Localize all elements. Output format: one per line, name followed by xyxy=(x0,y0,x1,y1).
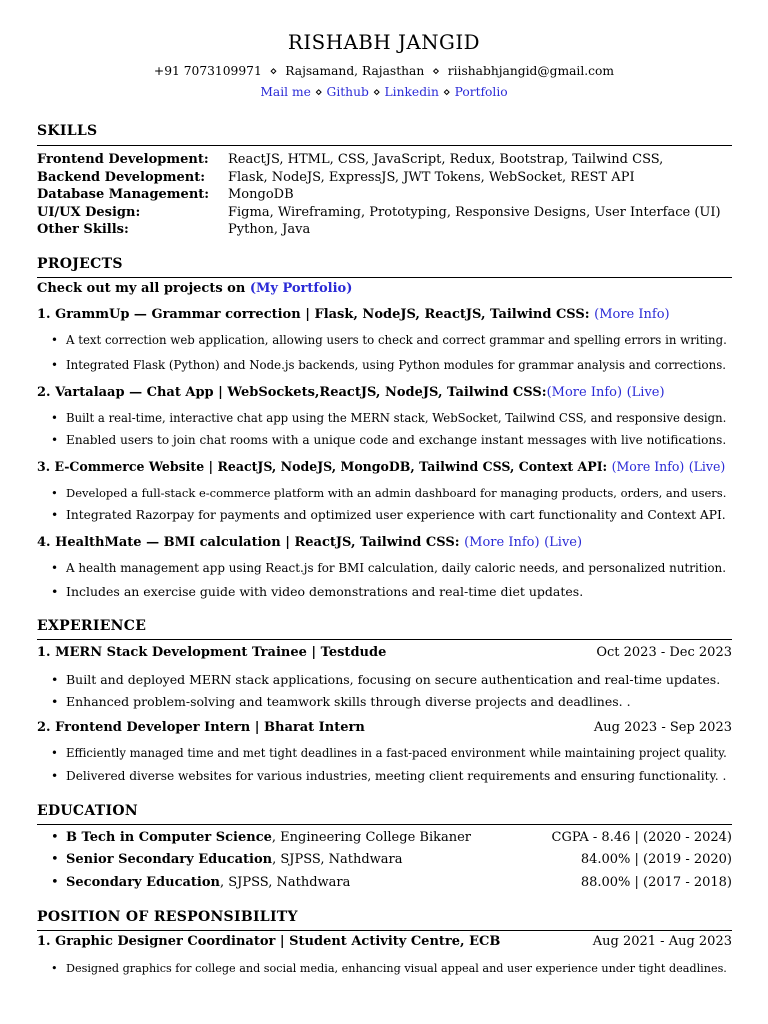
contact-line xyxy=(0,64,768,78)
project-title-text: 2. Vartalaap — Chat App | WebSockets,ReactJS, NodeJS, Tailwind CSS: xyxy=(37,385,547,400)
projects-intro-text: Check out my all projects on xyxy=(37,281,246,296)
skills-heading: SKILLS xyxy=(37,123,98,139)
bullet-icon: • xyxy=(51,769,59,783)
bullet-icon: • xyxy=(51,875,59,890)
project-bullet: • A text correction web application, allowing users to check and correct grammar and spelling errors in writing. xyxy=(51,333,727,347)
phone: +91 7073109971 xyxy=(153,64,262,78)
education-entry: • B Tech in Computer Science, Engineering College Bikaner xyxy=(51,830,472,845)
projects-heading: PROJECTS xyxy=(37,256,123,272)
separator: ⋄ xyxy=(372,85,381,99)
candidate-name: RISHABH JANGID xyxy=(287,31,481,54)
project-title xyxy=(37,385,665,400)
project-bullet: • Includes an exercise guide with video demonstrations and real-time diet updates. xyxy=(51,584,584,599)
bullet-icon: • xyxy=(51,672,59,687)
skill-value: Figma, Wireframing, Prototyping, Responsive Designs, User Interface (UI) xyxy=(228,205,721,220)
project-title xyxy=(37,459,725,474)
bullet-icon: • xyxy=(51,561,59,575)
live-link[interactable]: (Live) xyxy=(544,535,583,550)
section-divider xyxy=(37,824,732,825)
more-info-link[interactable]: (More Info) xyxy=(546,385,623,400)
separator: ⋄ xyxy=(314,85,323,99)
skill-value: MongoDB xyxy=(228,187,294,202)
job-title: 2. Frontend Developer Intern | Bharat Intern xyxy=(37,720,365,735)
bullet-icon: • xyxy=(51,830,59,845)
bullet-icon: • xyxy=(51,746,58,760)
live-link[interactable]: (Live) xyxy=(688,459,726,474)
bullet-icon: • xyxy=(51,486,58,500)
position-bullet: • Designed graphics for college and social media, enhancing visual appeal and user experience under tight deadlines. xyxy=(51,962,727,975)
my-portfolio-link[interactable]: (My Portfolio) xyxy=(249,281,353,296)
bullet-icon: • xyxy=(51,411,58,425)
section-divider xyxy=(37,277,732,278)
project-bullet: • A health management app using React.js for BMI calculation, daily caloric needs, and personalized nutrition. xyxy=(51,561,727,575)
project-title xyxy=(37,535,582,550)
job-date: Oct 2023 - Dec 2023 xyxy=(596,645,732,660)
project-bullet: • Integrated Flask (Python) and Node.js backends, using Python modules for grammar analysis and corrections. xyxy=(51,358,726,372)
project-title-text: 4. HealthMate — BMI calculation | ReactJS, Tailwind CSS: xyxy=(37,535,460,550)
projects-intro xyxy=(37,281,352,296)
education-score: CGPA - 8.46 | (2020 - 2024) xyxy=(551,830,732,845)
job-bullet: • Efficiently managed time and met tight deadlines in a fast-paced environment while maintaining project quality. xyxy=(51,746,727,760)
position-title: 1. Graphic Designer Coordinator | Student Activity Centre, ECB xyxy=(37,934,501,949)
mail-link[interactable]: Mail me xyxy=(260,85,311,99)
more-info-link[interactable]: (More Info) xyxy=(611,459,685,474)
bullet-icon: • xyxy=(51,852,59,867)
responsibility-heading: POSITION OF RESPONSIBILITY xyxy=(37,909,298,925)
location: Rajsamand, Rajasthan xyxy=(285,64,425,78)
separator: ⋄ xyxy=(269,64,278,78)
project-bullet: • Built a real-time, interactive chat app using the MERN stack, WebSocket, Tailwind CSS, and responsive design. xyxy=(51,411,727,425)
education-score: 88.00% | (2017 - 2018) xyxy=(580,875,732,890)
position-date: Aug 2021 - Aug 2023 xyxy=(592,934,732,949)
skill-value: Python, Java xyxy=(228,222,311,237)
education-score: 84.00% | (2019 - 2020) xyxy=(580,852,732,867)
project-bullet: • Enabled users to join chat rooms with a unique code and exchange instant messages with live notifications. xyxy=(51,433,727,447)
skill-label: Backend Development: xyxy=(37,170,206,185)
bullet-icon: • xyxy=(51,333,58,347)
education-heading: EDUCATION xyxy=(37,803,138,819)
project-bullet: • Integrated Razorpay for payments and optimized user experience with cart functionality and Context API. xyxy=(51,508,726,522)
job-title: 1. MERN Stack Development Trainee | Testdude xyxy=(37,645,387,660)
project-title-text: 3. E-Commerce Website | ReactJS, NodeJS, MongoDB, Tailwind CSS, Context API: xyxy=(37,459,608,474)
live-link[interactable]: (Live) xyxy=(626,385,665,400)
experience-heading: EXPERIENCE xyxy=(37,618,147,634)
profile-links xyxy=(0,85,768,99)
github-link[interactable]: Github xyxy=(326,85,369,99)
skill-value: Flask, NodeJS, ExpressJS, JWT Tokens, WebSocket, REST API xyxy=(228,170,635,185)
portfolio-link[interactable]: Portfolio xyxy=(454,85,508,99)
bullet-icon: • xyxy=(51,433,59,447)
more-info-link[interactable]: (More Info) xyxy=(594,307,670,322)
section-divider xyxy=(37,930,732,931)
section-divider xyxy=(37,145,732,146)
more-info-link[interactable]: (More Info) xyxy=(464,535,540,550)
bullet-icon: • xyxy=(51,358,58,372)
section-divider xyxy=(37,639,732,640)
job-date: Aug 2023 - Sep 2023 xyxy=(593,720,732,735)
job-bullet: • Enhanced problem-solving and teamwork skills through diverse projects and deadlines. . xyxy=(51,694,631,709)
job-bullet: • Delivered diverse websites for various industries, meeting client requirements and ensuring functionality. . xyxy=(51,769,727,783)
skill-label: Database Management: xyxy=(37,187,210,202)
bullet-icon: • xyxy=(51,694,59,709)
job-bullet: • Built and deployed MERN stack applications, focusing on secure authentication and real-time updates. xyxy=(51,672,721,687)
skill-label: Frontend Development: xyxy=(37,152,209,167)
education-entry: • Senior Secondary Education, SJPSS, Nathdwara xyxy=(51,852,403,867)
skill-label: Other Skills: xyxy=(37,222,129,237)
project-title-text: 1. GrammUp — Grammar correction | Flask, NodeJS, ReactJS, Tailwind CSS: xyxy=(37,307,590,322)
project-bullet: • Developed a full-stack e-commerce platform with an admin dashboard for managing products, orders, and users. xyxy=(51,486,727,500)
email[interactable]: riishabhjangid@gmail.com xyxy=(447,64,615,78)
separator: ⋄ xyxy=(432,64,440,78)
project-title xyxy=(37,307,670,322)
bullet-icon: • xyxy=(51,962,58,975)
education-entry: • Secondary Education, SJPSS, Nathdwara xyxy=(51,875,351,890)
skill-label: UI/UX Design: xyxy=(37,205,141,220)
skill-value: ReactJS, HTML, CSS, JavaScript, Redux, Bootstrap, Tailwind CSS, xyxy=(228,152,664,167)
bullet-icon: • xyxy=(51,584,59,599)
linkedin-link[interactable]: Linkedin xyxy=(384,85,439,99)
bullet-icon: • xyxy=(51,508,59,522)
separator: ⋄ xyxy=(442,85,451,99)
